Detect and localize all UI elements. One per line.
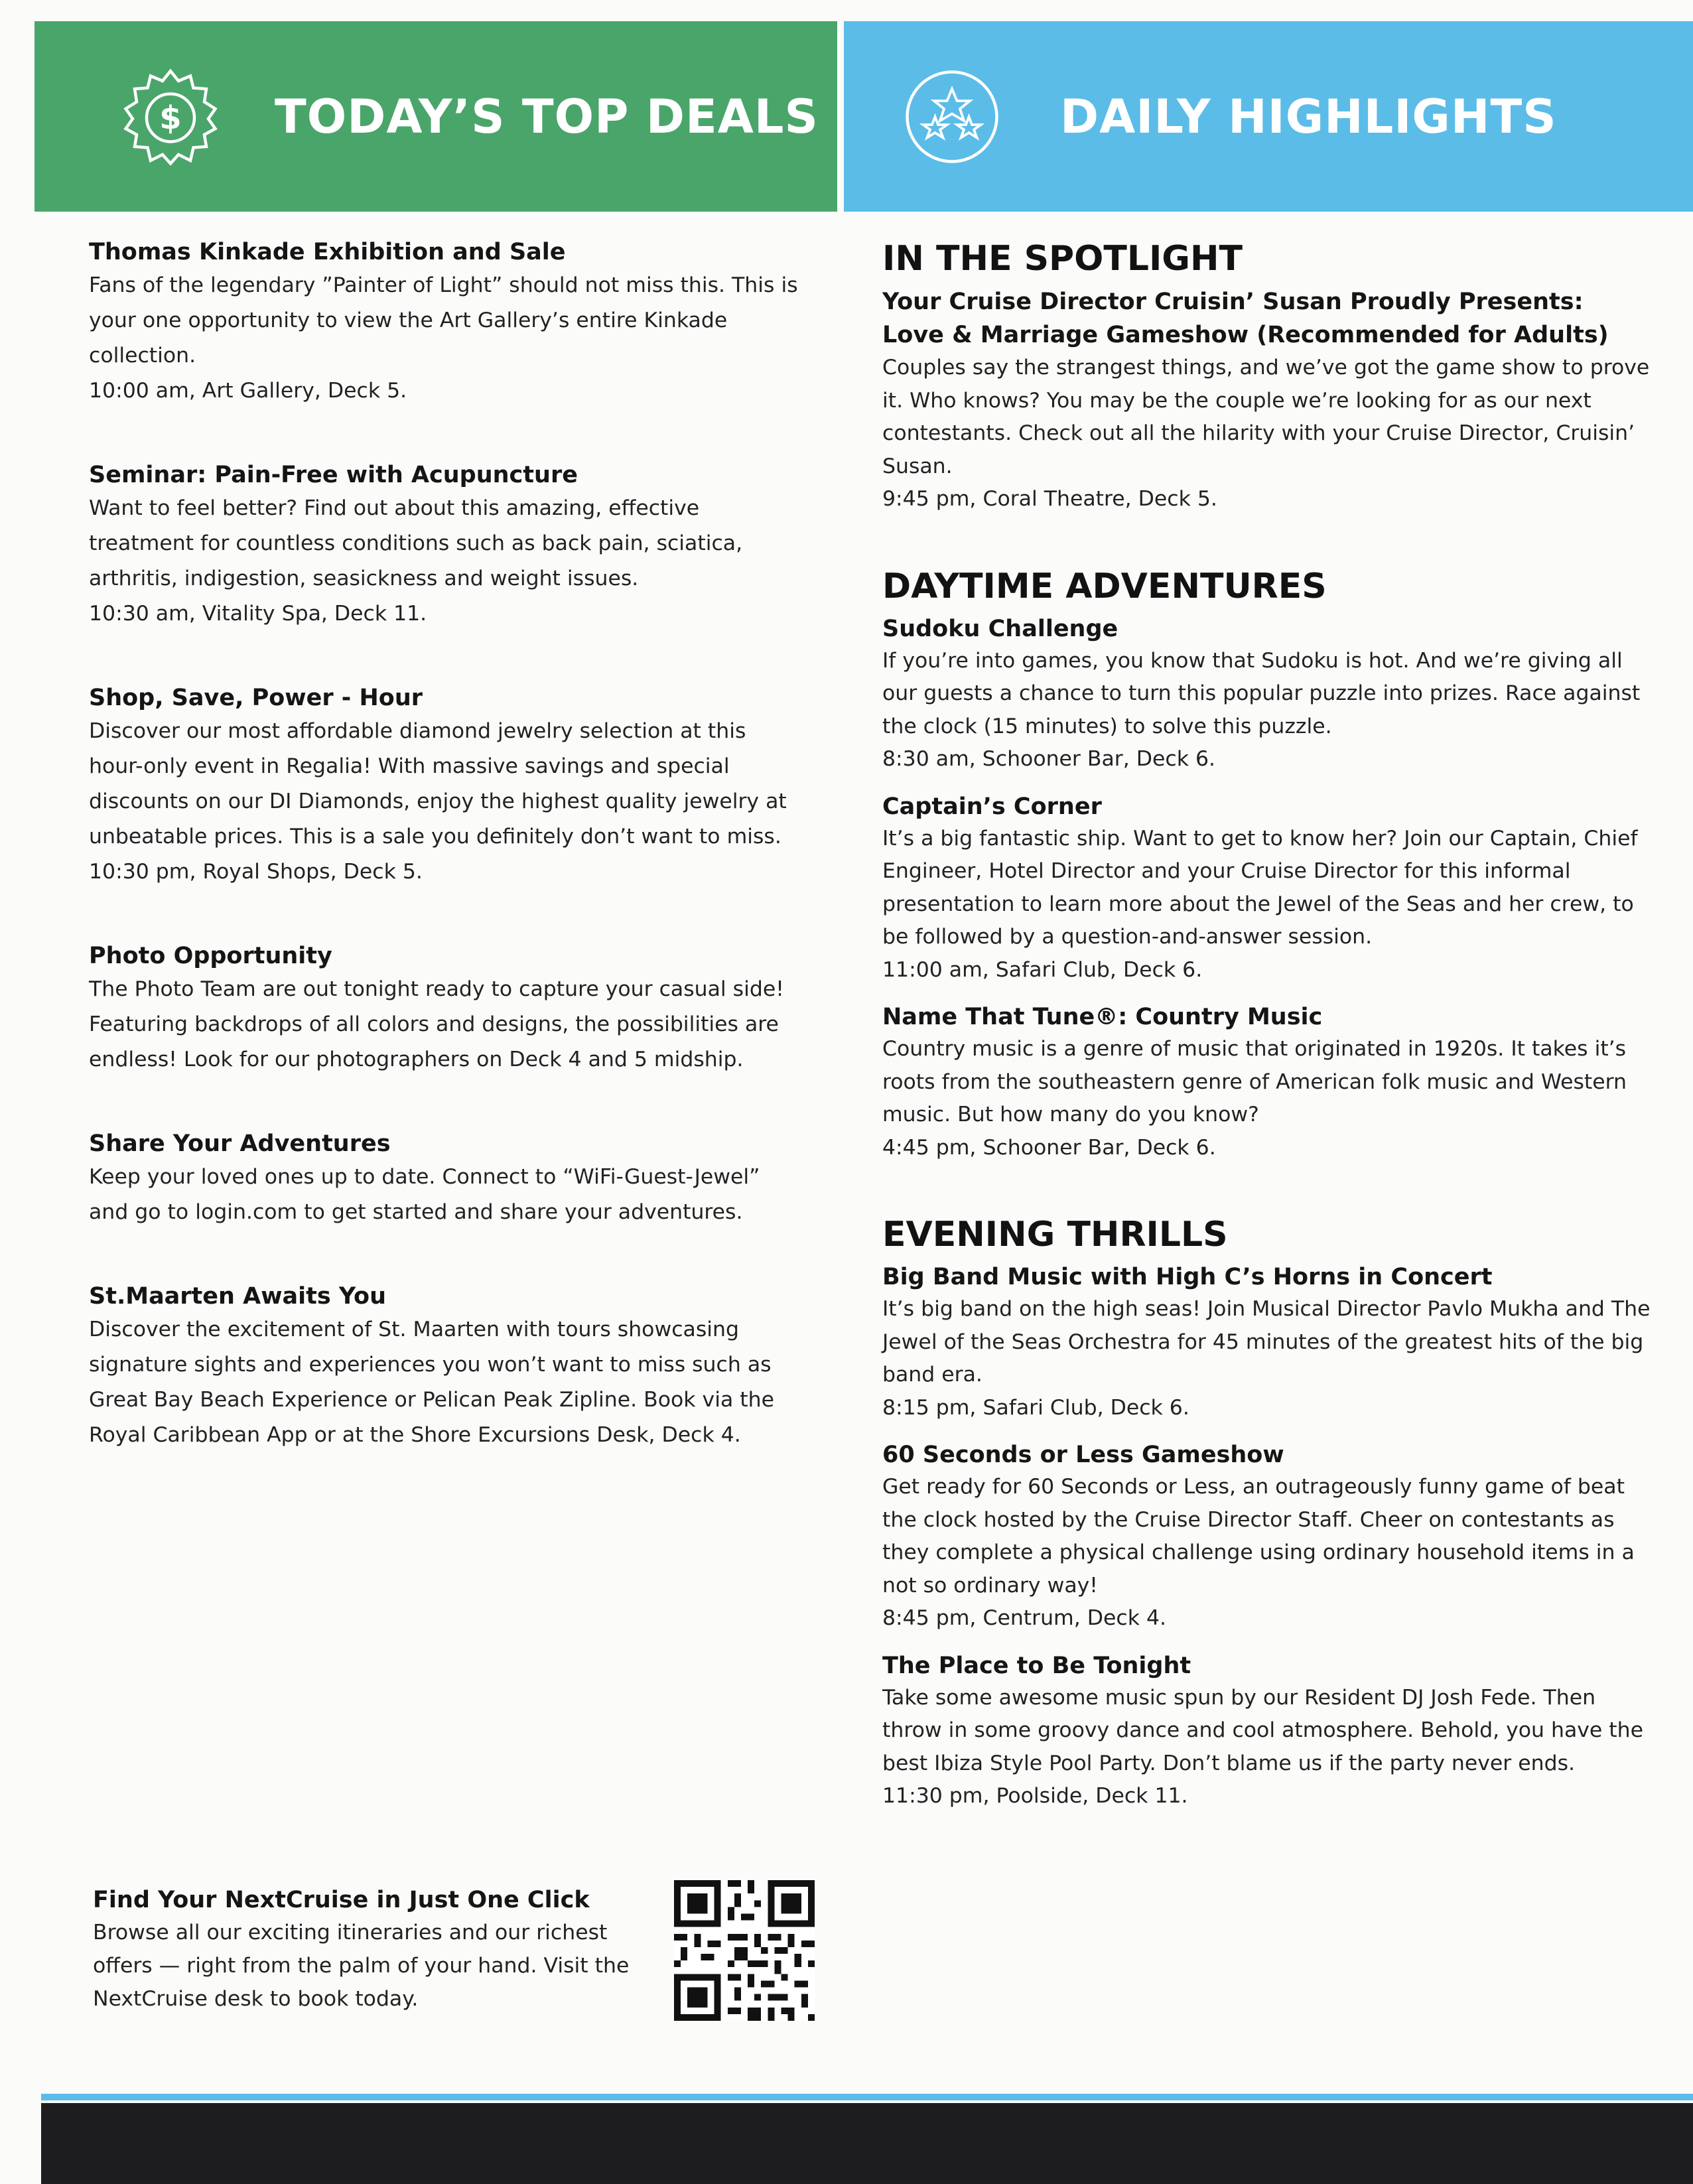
event-item <box>882 1650 1659 1813</box>
event-title: Captain’s Corner <box>882 793 1102 820</box>
top-deals-banner <box>34 21 837 212</box>
daily-highlights-banner <box>844 21 1693 212</box>
svg-text:$: $ <box>159 99 182 137</box>
spotlight-heading: IN THE SPOTLIGHT <box>882 239 1243 279</box>
event-item <box>882 1261 1659 1424</box>
deal-description: Want to feel better? Find out about this amazing, effective treatment for countless conditions such as back pain, sciatica, arthritis, indigestion, seasickness and weight issues. <box>89 496 743 590</box>
deal-title: Share Your Adventures <box>89 1130 391 1157</box>
deal-item <box>89 1128 805 1230</box>
spotlight-section <box>882 238 1659 516</box>
event-item <box>882 1439 1659 1635</box>
deal-description: Discover our most affordable diamond jewelry selection at this hour-only event in Regalia! With massive savings and special discounts on our DI Diamonds, enjoy the highest quality jewelry at unbeatable prices. This is a sale you definitely don’t want to miss. <box>89 719 787 849</box>
spotlight-show-title: Love & Marriage Gameshow (Recommended for Adults) <box>882 322 1609 348</box>
deal-description: Discover the excitement of St. Maarten with tours showcasing signature sights and experiences you won’t want to miss such as Great Bay Beach Experience or Pelican Peak Zipline. Book via the Royal Caribbean App or at the Shore Excursions Desk, Deck 4. <box>89 1318 774 1447</box>
event-description: Country music is a genre of music that originated in 1920s. It takes it’s roots from the southeastern genre of American folk music and Western music. But how many do you know? <box>882 1037 1627 1126</box>
promo-title: Find Your NextCruise in Just One Click <box>93 1887 590 1913</box>
event-description: If you’re into games, you know that Sudoku is hot. And we’re giving all our guests a chance to turn this popular puzzle into prizes. Race against the clock (15 minutes) to solve this puzzle. <box>882 648 1641 738</box>
deal-item <box>89 682 805 890</box>
deal-title: Photo Opportunity <box>89 943 332 969</box>
deal-item <box>89 459 805 632</box>
event-description: It’s big band on the high seas! Join Musical Director Pavlo Mukha and The Jewel of the Seas Orchestra for 45 minutes of the greatest hits of the big band era. <box>882 1297 1651 1387</box>
daytime-section <box>882 565 1659 1165</box>
event-title: 60 Seconds or Less Gameshow <box>882 1442 1284 1468</box>
deal-title: Seminar: Pain-Free with Acupuncture <box>89 462 578 488</box>
event-item <box>882 1001 1659 1164</box>
event-time: 8:45 pm, Centrum, Deck 4. <box>882 1606 1167 1630</box>
deal-title: Thomas Kinkade Exhibition and Sale <box>89 239 566 265</box>
event-time: 11:30 pm, Poolside, Deck 11. <box>882 1784 1188 1808</box>
deal-description: The Photo Team are out tonight ready to capture your casual side! Featuring backdrops of all colors and designs, the possibilities are endless! Look for our photographers on Deck 4 and 5 midship. <box>89 977 784 1071</box>
deal-item <box>89 1280 805 1453</box>
event-time: 8:30 am, Schooner Bar, Deck 6. <box>882 747 1216 771</box>
dollar-badge-icon <box>121 67 220 167</box>
daytime-heading: DAYTIME ADVENTURES <box>882 566 1327 606</box>
stars-badge-icon <box>902 67 1002 167</box>
top-deals-title: TODAY’S TOP DEALS <box>275 89 819 144</box>
evening-section <box>882 1213 1659 1813</box>
event-description: Take some awesome music spun by our Resident DJ Josh Fede. Then throw in some groovy dance and cool atmosphere. Behold, you have the best Ibiza Style Pool Party. Don’t blame us if the party never ends. <box>882 1685 1643 1775</box>
deal-title: St.Maarten Awaits You <box>89 1283 387 1310</box>
footer-bar <box>41 2103 1693 2184</box>
deal-item <box>89 236 805 409</box>
event-item <box>882 613 1659 776</box>
event-title: Big Band Music with High C’s Horns in Concert <box>882 1264 1493 1290</box>
spotlight-presenter: Your Cruise Director Cruisin’ Susan Proudly Presents: <box>882 289 1584 315</box>
spotlight-description: Couples say the strangest things, and we’ve got the game show to prove it. Who knows? You may be the couple we’re looking for as our next contestants. Check out all the hilarity with your Cruise Director, Cruisin’ Susan. <box>882 356 1650 478</box>
daily-highlights-title: DAILY HIGHLIGHTS <box>1060 89 1557 144</box>
event-description: It’s a big fantastic ship. Want to get to know her? Join our Captain, Chief Engineer, Hotel Director and your Cruise Director for this informal presentation to learn more about the Jewel of the Seas and her crew, to be followed by a question-and-answer session. <box>882 826 1638 949</box>
qr-code-icon[interactable] <box>674 1880 815 2021</box>
deal-description: Keep your loved ones up to date. Connect to “WiFi-Guest-Jewel” and go to login.com to get started and share your adventures. <box>89 1165 760 1224</box>
deal-time: 10:30 am, Vitality Spa, Deck 11. <box>89 602 427 626</box>
event-title: Name That Tune®: Country Music <box>882 1004 1323 1030</box>
event-item <box>882 791 1659 987</box>
evening-heading: EVENING THRILLS <box>882 1215 1228 1255</box>
deals-column <box>89 236 805 1503</box>
event-time: 8:15 pm, Safari Club, Deck 6. <box>882 1395 1189 1420</box>
event-time: 4:45 pm, Schooner Bar, Deck 6. <box>882 1135 1216 1160</box>
deal-title: Shop, Save, Power - Hour <box>89 685 423 711</box>
nextcruise-promo <box>93 1884 650 2015</box>
event-title: The Place to Be Tonight <box>882 1652 1191 1679</box>
footer-accent-line <box>41 2094 1693 2100</box>
deal-time: 10:30 pm, Royal Shops, Deck 5. <box>89 860 423 884</box>
highlights-column <box>882 238 1659 1862</box>
deal-time: 10:00 am, Art Gallery, Deck 5. <box>89 379 407 403</box>
spotlight-time: 9:45 pm, Coral Theatre, Deck 5. <box>882 487 1217 511</box>
deal-item <box>89 940 805 1077</box>
event-title: Sudoku Challenge <box>882 615 1118 642</box>
event-description: Get ready for 60 Seconds or Less, an outrageously funny game of beat the clock hosted by the Cruise Director Staff. Cheer on contestants as they complete a physical challenge using ordinary household items in a not so ordinary way! <box>882 1475 1635 1598</box>
deal-description: Fans of the legendary ”Painter of Light” should not miss this. This is your one opportunity to view the Art Gallery’s entire Kinkade collection. <box>89 273 798 368</box>
event-time: 11:00 am, Safari Club, Deck 6. <box>882 957 1203 982</box>
promo-description: Browse all our exciting itineraries and our richest offers — right from the palm of your hand. Visit the NextCruise desk to book today. <box>93 1921 630 2011</box>
